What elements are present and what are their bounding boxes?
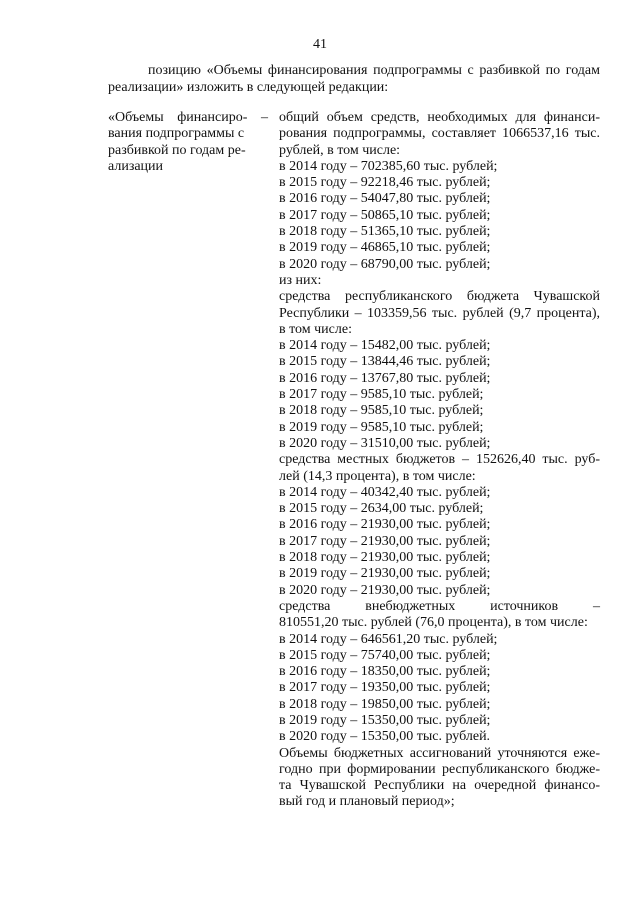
closing-text: Объемы бюджетных ассигнований уточняются еже- <box>279 745 600 761</box>
year-amount-line: в 2018 году – 51365,10 тыс. рублей; <box>279 224 491 240</box>
year-amount-line: в 2014 году – 646561,20 тыс. рублей; <box>279 631 498 647</box>
year-amount-line: в 2018 году – 21930,00 тыс. рублей; <box>279 550 491 566</box>
local-budget-text: лей (14,3 процента), в том числе: <box>279 468 476 484</box>
year-amount-line: в 2017 году – 50865,10 тыс. рублей; <box>279 207 491 223</box>
year-amount-line: в 2020 году – 21930,00 тыс. рублей; <box>279 582 491 598</box>
republic-budget-text: в том числе: <box>279 321 352 337</box>
intro-line: позицию «Объемы финансирования подпрограммы с разбивкой по годам <box>148 63 600 78</box>
year-amount-line: в 2019 году – 21930,00 тыс. рублей; <box>279 566 491 582</box>
year-amount-line: в 2019 году – 9585,10 тыс. рублей; <box>279 419 484 435</box>
intro-paragraph <box>108 62 600 96</box>
closing-text: вый год и плановый период»; <box>279 794 455 810</box>
year-amount-line: в 2020 году – 31510,00 тыс. рублей; <box>279 435 491 451</box>
year-amount-line: в 2016 году – 13767,80 тыс. рублей; <box>279 370 491 386</box>
republic-budget-text: Республики – 103359,56 тыс. рублей (9,7 процента), <box>279 305 600 321</box>
year-amount-line: в 2016 году – 21930,00 тыс. рублей; <box>279 517 491 533</box>
year-amount-line: в 2017 году – 19350,00 тыс. рублей; <box>279 680 491 696</box>
position-name-line: разбивкой по годам ре- <box>108 142 246 158</box>
year-amount-line: в 2018 году – 9585,10 тыс. рублей; <box>279 403 484 419</box>
total-funding-text: рования подпрограммы, составляет 1066537,16 тыс. <box>279 126 600 142</box>
total-funding-text: общий объем средств, необходимых для финанси- <box>279 110 600 125</box>
year-amount-line: в 2015 году – 75740,00 тыс. рублей; <box>279 647 491 663</box>
year-amount-line: в 2015 году – 2634,00 тыс. рублей; <box>279 501 484 517</box>
year-amount-line: в 2019 году – 46865,10 тыс. рублей; <box>279 240 491 256</box>
of-them-label: из них: <box>279 272 322 288</box>
year-amount-line: в 2014 году – 40342,40 тыс. рублей; <box>279 484 491 500</box>
local-budget-text: средства местных бюджетов – 152626,40 тыс. руб- <box>279 452 600 468</box>
year-amount-line: в 2015 году – 13844,46 тыс. рублей; <box>279 354 491 370</box>
year-amount-line: в 2015 году – 92218,46 тыс. рублей; <box>279 175 491 191</box>
closing-text: та Чувашской Республики на очередной финансо- <box>279 778 600 794</box>
year-amount-line: в 2014 году – 702385,60 тыс. рублей; <box>279 158 498 174</box>
year-amount-line: в 2019 году – 15350,00 тыс. рублей; <box>279 712 491 728</box>
position-name-line: ализации <box>108 158 164 174</box>
separator-dash: – <box>261 110 268 125</box>
intro-line: реализации» изложить в следующей редакции: <box>108 80 389 95</box>
extrabudgetary-text: 810551,20 тыс. рублей (76,0 процента), в том числе: <box>279 615 588 631</box>
year-amount-line: в 2017 году – 9585,10 тыс. рублей; <box>279 387 484 403</box>
year-amount-line: в 2014 году – 15482,00 тыс. рублей; <box>279 338 491 354</box>
year-amount-line: в 2017 году – 21930,00 тыс. рублей; <box>279 533 491 549</box>
closing-text: годно при формировании республиканского бюдже- <box>279 761 600 777</box>
year-amount-line: в 2020 году – 68790,00 тыс. рублей; <box>279 256 491 272</box>
year-amount-line: в 2016 году – 54047,80 тыс. рублей; <box>279 191 491 207</box>
position-name-line: «Объемы финансиро- – <box>108 110 268 125</box>
position-content <box>279 110 600 811</box>
position-name-line: вания подпрограммы с <box>108 126 245 142</box>
page-number: 41 <box>313 37 327 52</box>
total-funding-text: рублей, в том числе: <box>279 142 401 158</box>
year-amount-line: в 2018 году – 19850,00 тыс. рублей; <box>279 696 491 712</box>
position-name <box>108 110 268 175</box>
extrabudgetary-text: средства внебюджетных источников – <box>279 598 600 614</box>
year-amount-line: в 2016 году – 18350,00 тыс. рублей; <box>279 664 491 680</box>
year-amount-line: в 2020 году – 15350,00 тыс. рублей. <box>279 729 491 745</box>
republic-budget-text: средства республиканского бюджета Чувашской <box>279 289 600 305</box>
